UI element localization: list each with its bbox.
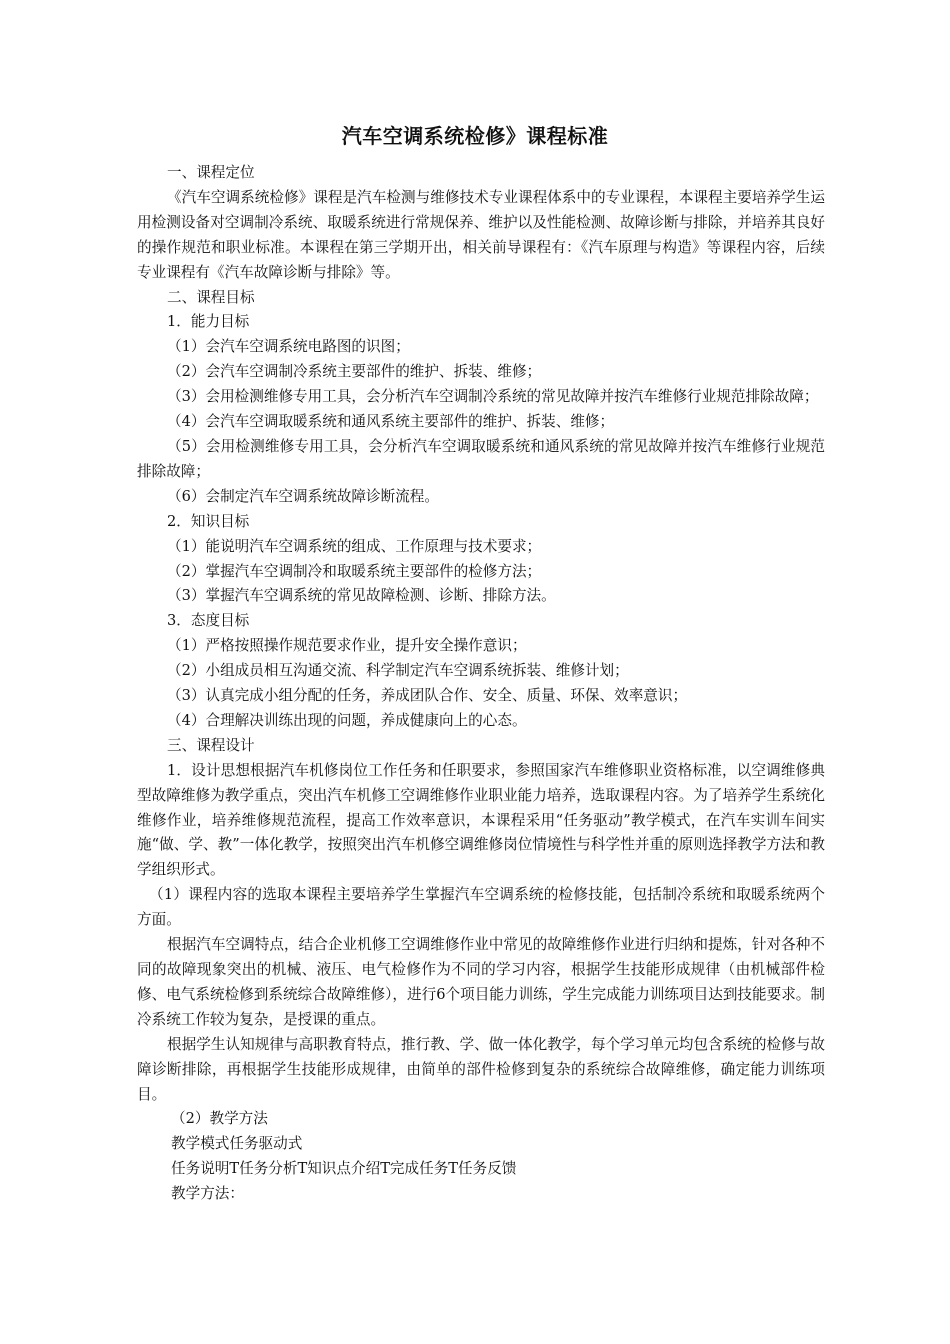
document-title: 汽车空调系统检修》课程标准: [341, 124, 609, 148]
paragraph-s2-1-item3: （3）会用检测维修专用工具，会分析汽车空调制冷系统的常见故障并按汽车维修行业规范排除故障；: [167, 388, 819, 406]
paragraph-s3-6: 教学模式任务驱动式: [171, 1135, 303, 1153]
paragraph-s3-heading: 三、课程设计: [167, 736, 255, 754]
paragraph-s2-1-item6: （6）会制定汽车空调系统故障诊断流程。: [167, 487, 439, 505]
paragraph-s3-5: （2）教学方法: [171, 1110, 268, 1128]
paragraph-s2-1-item2: （2）会汽车空调制冷系统主要部件的维护、拆装、维修；: [167, 363, 542, 381]
paragraph-s2-1-item4: （4）会汽车空调取暖系统和通风系统主要部件的维护、拆装、维修；: [167, 413, 615, 431]
paragraph-s2-2-heading: 2．知识目标: [167, 512, 250, 530]
paragraph-s2-heading: 二、课程目标: [167, 288, 255, 306]
paragraph-s3-8: 教学方法：: [171, 1185, 244, 1203]
paragraph-s1-heading: 一、课程定位: [167, 164, 255, 181]
paragraph-s2-3-item4: （4）合理解决训练出现的问题，养成健康向上的心态。: [167, 711, 527, 729]
paragraph-s3-4: 根据学生认知规律与高职教育特点，推行教、学、做一体化教学，每个学习单元均包含系统的检修与故障诊断排除，再根据学生技能形成规律，由简单的部件检修到复杂的系统综合故障维修，确定能力训练项目。: [137, 1035, 825, 1103]
paragraph-s2-3-item3: （3）认真完成小组分配的任务，养成团队合作、安全、质量、环保、效率意识；: [167, 687, 688, 705]
paragraph-s2-2-item3: （3）掌握汽车空调系统的常见故障检测、诊断、排除方法。: [167, 587, 556, 605]
paragraph-s3-1: 1．设计思想根据汽车机修岗位工作任务和任职要求，参照国家汽车维修职业资格标准，以空调维修典型故障维修为教学重点，突出汽车机修工空调维修作业职业能力培养，选取课程内容。为了培养学生系统化维修作业，培养维修规范流程，提高工作效率意识，本课程采用“任务驱动”教学模式，在汽车实训车间实施“做、学、教”一体化教学，按照突出汽车机修空调维修岗位情境性与科学性并重的原则选择教学方法和教学组织形式。: [137, 761, 825, 879]
paragraph-s2-1-item1: （1）会汽车空调系统电路图的识图；: [167, 338, 410, 356]
paragraph-s2-2-item2: （2）掌握汽车空调制冷和取暖系统主要部件的检修方法；: [167, 562, 542, 580]
paragraph-s2-3-heading: 3．态度目标: [167, 612, 250, 630]
paragraph-s3-7: 任务说明T任务分析T知识点介绍T完成任务T任务反馈: [171, 1160, 517, 1178]
paragraph-s2-2-item1: （1）能说明汽车空调系统的组成、工作原理与技术要求；: [167, 537, 542, 555]
paragraph-s3-2: （1）课程内容的选取本课程主要培养学生掌握汽车空调系统的检修技能，包括制冷系统和取暖系统两个方面。: [137, 886, 825, 929]
paragraph-s3-3: 根据汽车空调特点，结合企业机修工空调维修作业中常见的故障维修作业进行归纳和提炼，针对各种不同的故障现象突出的机械、液压、电气检修作为不同的学习内容，根据学生技能形成规律（由机械部件检修、电气系统检修到系统综合故障维修），进行6个项目能力训练，学生完成能力训练项目达到技能要求。制冷系统工作较为复杂，是授课的重点。: [137, 936, 825, 1028]
paragraph-s2-1-heading: 1．能力目标: [167, 313, 250, 331]
document-body: [137, 161, 825, 1207]
paragraph-s2-1-item5: （5）会用检测维修专用工具，会分析汽车空调取暖系统和通风系统的常见故障并按汽车维修行业规范排除故障；: [137, 437, 825, 480]
paragraph-s2-3-item1: （1）严格按照操作规范要求作业，提升安全操作意识；: [167, 637, 527, 655]
paragraph-s1-body: 《汽车空调系统检修》课程是汽车检测与维修技术专业课程体系中的专业课程，本课程主要培养学生运用检测设备对空调制冷系统、取暖系统进行常规保养、维护以及性能检测、故障诊断与排除，并培养其良好的操作规范和职业标准。本课程在第三学期开出，相关前导课程有：《汽车原理与构造》等课程内容，后续专业课程有《汽车故障诊断与排除》等。: [137, 188, 825, 281]
paragraph-s2-3-item2: （2）小组成员相互沟通交流、科学制定汽车空调系统拆装、维修计划；: [167, 662, 629, 680]
